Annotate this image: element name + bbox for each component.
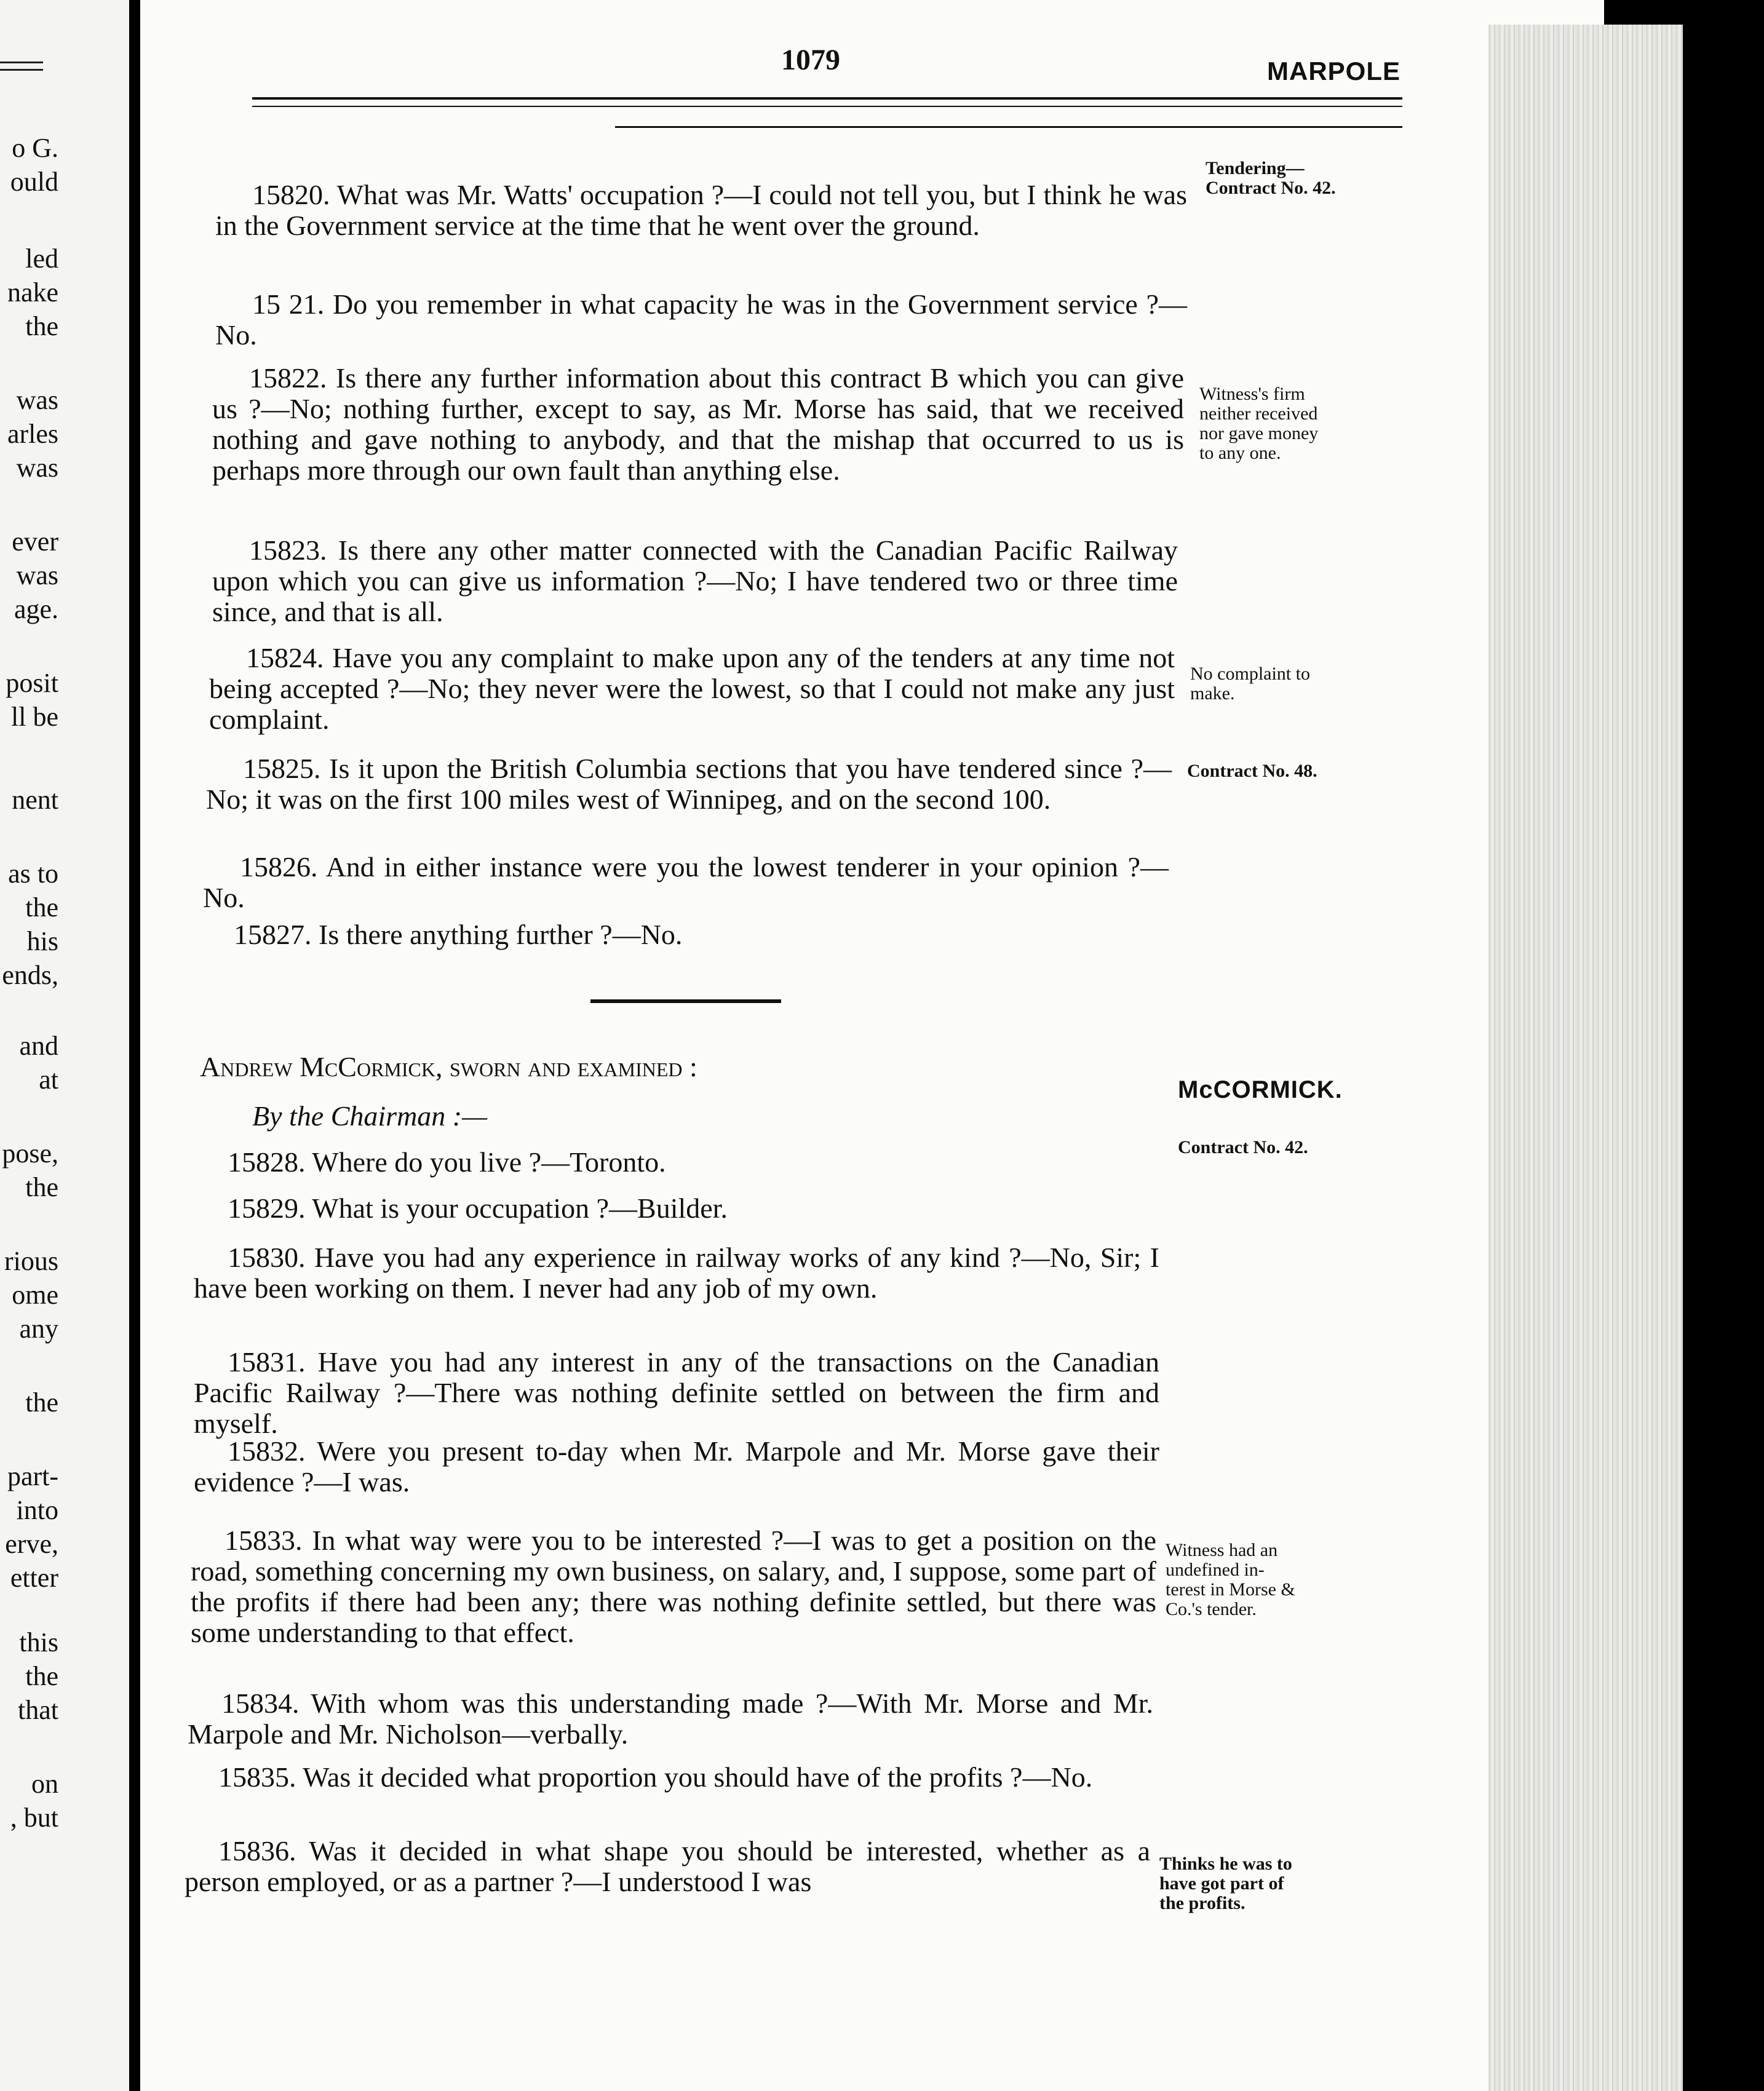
margin-note-line: Tendering— <box>1206 158 1305 178</box>
question-15825: 15825. Is it upon the British Columbia sections that you have tendered since ?—No; it was on the first 100 miles west of Winnipeg, and on the second 100. <box>206 753 1172 815</box>
facing-page-line: rious <box>4 1246 58 1276</box>
facing-page-line: arles <box>7 419 58 449</box>
facing-page-line: was <box>16 560 58 590</box>
facing-page-line: the <box>25 1172 58 1202</box>
question-15828: 15828. Where do you live ?—Toronto. <box>228 1146 666 1178</box>
facing-page-line: ll be <box>11 702 58 732</box>
facing-page-line: led <box>25 244 58 274</box>
witness-heading: Andrew McCormick, sworn and examined : <box>200 1051 697 1082</box>
margin-note-contract-48: Contract No. 48. <box>1187 761 1317 781</box>
margin-note-line: Co.'s tender. <box>1166 1599 1257 1619</box>
facing-page-rule <box>0 69 43 71</box>
question-15822: 15822. Is there any further information about this contract B which you can give us ?—No; nothing further, except to say, as Mr. Morse has said, that we received nothing and gave nothing to anybody, and that the mishap that occurred to us is perhaps more through our own fault than anything else. <box>212 362 1184 486</box>
facing-page-rule <box>0 62 43 63</box>
facing-page-line: and <box>19 1031 58 1061</box>
question-15831: 15831. Have you had any interest in any of the transactions on the Canadian Pacific Railway ?—There was nothing definite settled on between the firm and myself. <box>194 1346 1159 1439</box>
question-15836: 15836. Was it decided in what shape you should be interested, whether as a person employed, or as a partner ?—I understood I was <box>185 1835 1150 1897</box>
facing-page-line: ends, <box>2 960 58 990</box>
question-15824: 15824. Have you any complaint to make upon any of the tenders at any time not being accepted ?—No; they never were the lowest, so that I could not make any just complaint. <box>209 642 1175 735</box>
margin-note-line: Witness's firm <box>1199 384 1305 404</box>
margin-note-thinks-profits <box>1159 1854 1292 1913</box>
margin-note-contract-42: Contract No. 42. <box>1178 1137 1308 1157</box>
facing-page-line: the <box>25 892 58 922</box>
facing-page-line: , but <box>10 1803 58 1833</box>
margin-note-line: have got part of <box>1159 1873 1284 1894</box>
facing-page-line: ever <box>12 526 58 557</box>
facing-page-line: the <box>25 1387 58 1418</box>
facing-page-line: o G. <box>12 133 58 163</box>
margin-note-line: nor gave money <box>1199 423 1319 443</box>
question-15826: 15826. And in either instance were you the lowest tenderer in your opinion ?—No. <box>203 851 1169 913</box>
facing-page-line: into <box>16 1495 58 1525</box>
question-15835: 15835. Was it decided what proportion you should have of the profits ?—No. <box>218 1761 1093 1793</box>
header-rule <box>252 106 1402 107</box>
background-edge <box>1683 25 1764 2091</box>
facing-page-line: on <box>31 1769 58 1799</box>
facing-page-line: nake <box>7 277 58 308</box>
question-15832: 15832. Were you present to-day when Mr. Marpole and Mr. Morse gave their evidence ?—I was. <box>194 1435 1159 1498</box>
facing-page-line: nent <box>12 785 58 815</box>
margin-note-line: Contract No. 42. <box>1206 178 1336 198</box>
margin-note-line: No complaint to <box>1190 664 1310 684</box>
facing-page-line: as to <box>8 859 58 889</box>
margin-note-line: make. <box>1190 683 1235 704</box>
facing-page-line: this <box>19 1627 58 1657</box>
facing-page-line: the <box>25 311 58 341</box>
margin-note-line: Thinks he was to <box>1159 1854 1292 1874</box>
margin-note-tendering <box>1206 159 1336 198</box>
question-15830: 15830. Have you had any experience in railway works of any kind ?—No, Sir; I have been working on them. I never had any job of my own. <box>194 1242 1159 1304</box>
margin-note-witness-firm <box>1199 384 1318 463</box>
margin-note-line: the profits. <box>1159 1893 1246 1913</box>
facing-page-line: part- <box>7 1461 58 1491</box>
question-15827: 15827. Is there anything further ?—No. <box>234 919 683 950</box>
facing-page-line: that <box>18 1695 58 1725</box>
margin-note-line: terest in Morse & <box>1166 1579 1295 1600</box>
margin-note-no-complaint <box>1190 664 1310 704</box>
section-separator <box>590 999 781 1003</box>
facing-page-line: the <box>25 1661 58 1691</box>
margin-note-line: undefined in- <box>1166 1560 1265 1580</box>
facing-page-line: his <box>26 926 58 956</box>
question-15833: 15833. In what way were you to be interested ?—I was to get a position on the road, something concerning my own business, on salary, and, I suppose, some part of the profits if there had been any; there was nothing definite settled, but there was some understanding to that effect. <box>191 1525 1156 1648</box>
facing-page-line: erve, <box>5 1529 58 1559</box>
margin-heading-mccormick: McCORMICK. <box>1178 1076 1343 1103</box>
header-rule <box>252 97 1402 100</box>
facing-page-line: was <box>16 385 58 415</box>
question-15823: 15823. Is there any other matter connected with the Canadian Pacific Railway upon which you can give us information ?—No; I have tendered two or three time since, and that is all. <box>212 534 1178 627</box>
margin-note-line: neither received <box>1199 403 1318 424</box>
running-head: MARPOLE <box>1267 57 1400 85</box>
page-edges <box>1488 25 1691 2091</box>
facing-page-line: etter <box>10 1563 58 1593</box>
facing-page-line: age. <box>14 594 58 624</box>
margin-note-line: to any one. <box>1199 443 1281 463</box>
facing-page-line: ould <box>10 167 58 197</box>
question-15834: 15834. With whom was this understanding made ?—With Mr. Morse and Mr. Marpole and Mr. Nicholson—verbally. <box>188 1688 1153 1750</box>
facing-page-line: was <box>16 453 58 483</box>
question-15820: 15820. What was Mr. Watts' occupation ?—I could not tell you, but I think he was in the Government service at the time that he went over the ground. <box>215 179 1187 241</box>
question-15829: 15829. What is your occupation ?—Builder. <box>228 1192 728 1224</box>
facing-page-line: any <box>19 1314 58 1344</box>
chairman-heading: By the Chairman :— <box>252 1100 488 1132</box>
margin-note-line: Witness had an <box>1166 1540 1278 1560</box>
facing-page-line: at <box>39 1065 58 1095</box>
question-15821: 15 21. Do you remember in what capacity he was in the Government service ?—No. <box>215 288 1187 351</box>
facing-page-line: ome <box>12 1280 58 1310</box>
page-number: 1079 <box>781 44 840 76</box>
facing-page-line: pose, <box>2 1138 58 1168</box>
header-rule <box>615 126 1402 128</box>
margin-note-undefined-interest <box>1166 1541 1295 1619</box>
facing-page-line: posit <box>6 668 58 698</box>
